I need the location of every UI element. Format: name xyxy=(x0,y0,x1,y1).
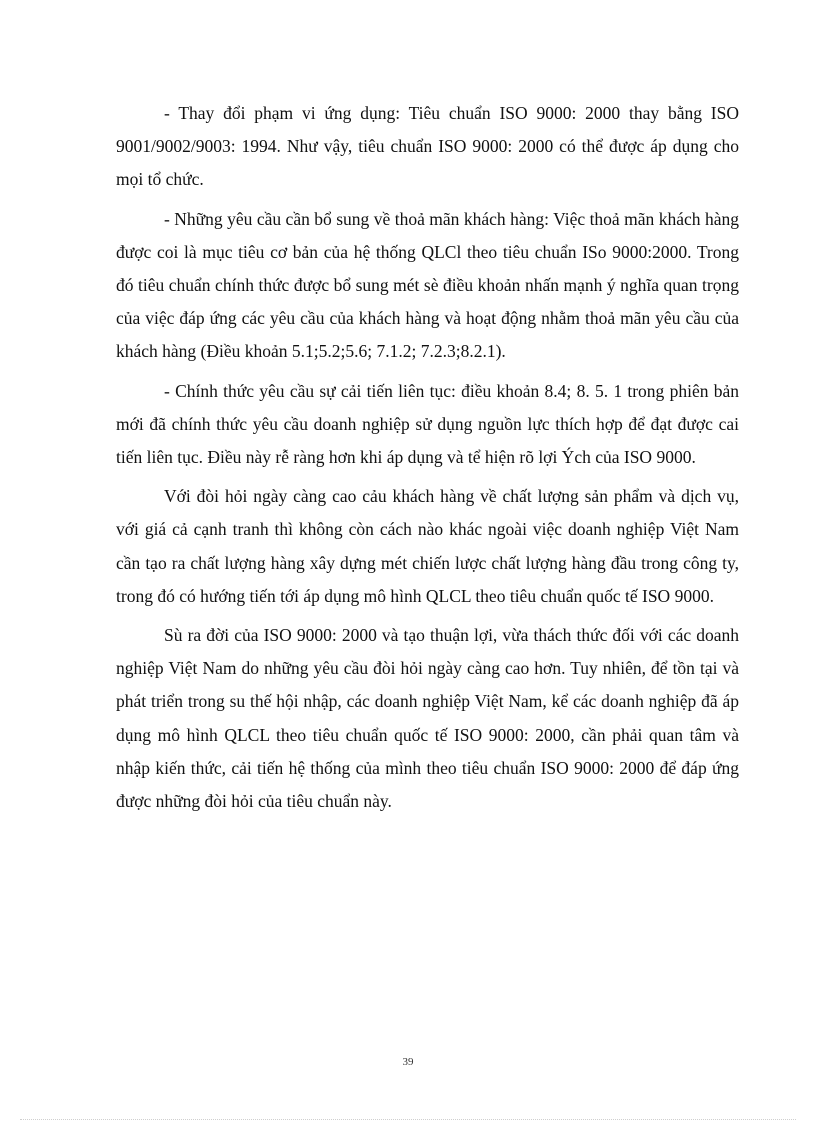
page-bottom-divider xyxy=(20,1119,796,1120)
paragraph-scope-change: - Thay đổi phạm vi ứng dụng: Tiêu chuẩn ISO 9000: 2000 thay bằng ISO 9001/9002/9003: 1994. Như vậy, tiêu chuẩn ISO 9000: 2000 có thể được áp dụng cho mọi tổ chức. xyxy=(116,103,739,190)
paragraph-quality-demands: Với đòi hỏi ngày càng cao cảu khách hàng về chất lượng sản phẩm và dịch vụ, với giá cả cạnh tranh thì không còn cách nào khác ngoài việc doanh nghiệp Việt Nam cần tạo ra chất lượng hàng xây dựng mét chiến lược chất lượng hàng đầu trong công ty, trong đó có hướng tiến tới áp dụng mô hình QLCL theo tiêu chuẩn quốc tế ISO 9000. xyxy=(116,486,739,606)
paragraph-continual-improvement: - Chính thức yêu cầu sự cải tiến liên tục: điều khoản 8.4; 8. 5. 1 trong phiên bản mới đã chính thức yêu cầu doanh nghiệp sử dụng nguồn lực thích hợp để đạt được cai tiến liên tục. Điều này rễ ràng hơn khi áp dụng và tể hiện rõ lợi Ých của ISO 9000. xyxy=(116,380,739,468)
page-number: 39 xyxy=(402,1056,414,1068)
paragraph-iso-challenges: Sù ra đời của ISO 9000: 2000 và tạo thuận lợi, vừa thách thức đối với các doanh nghiệp Việt Nam do những yêu cầu đòi hỏi ngày càng cao hơn. Tuy nhiên, để tồn tại và phát triển trong su thế hội nhập, các doanh nghiệp Việt Nam, kể các doanh nghiệp đã áp dụng mô hình QLCL theo tiêu chuẩn quốc tế ISO 9000: 2000, cần phải quan tâm và nhập kiến thức, cải tiến hệ thống của mình theo tiêu chuẩn ISO 9000: 2000 để đáp ứng được những đòi hỏi của tiêu chuẩn này. xyxy=(116,625,739,812)
paragraph-customer-satisfaction: - Những yêu cầu cần bổ sung về thoả mãn khách hàng: Việc thoả mãn khách hàng được coi là mục tiêu cơ bản của hệ thống QLCl theo tiêu chuẩn ISo 9000:2000. Trong đó tiêu chuẩn chính thức được bổ sung mét sè điều khoản nhấn mạnh ý nghĩa quan trọng của việc đáp ứng các yêu cầu của khách hàng và hoạt động nhằm thoả mãn yêu cầu của khách hàng (Điều khoản 5.1;5.2;5.6; 7.1.2; 7.2.3;8.2.1). xyxy=(116,208,739,362)
document-body xyxy=(116,97,739,824)
